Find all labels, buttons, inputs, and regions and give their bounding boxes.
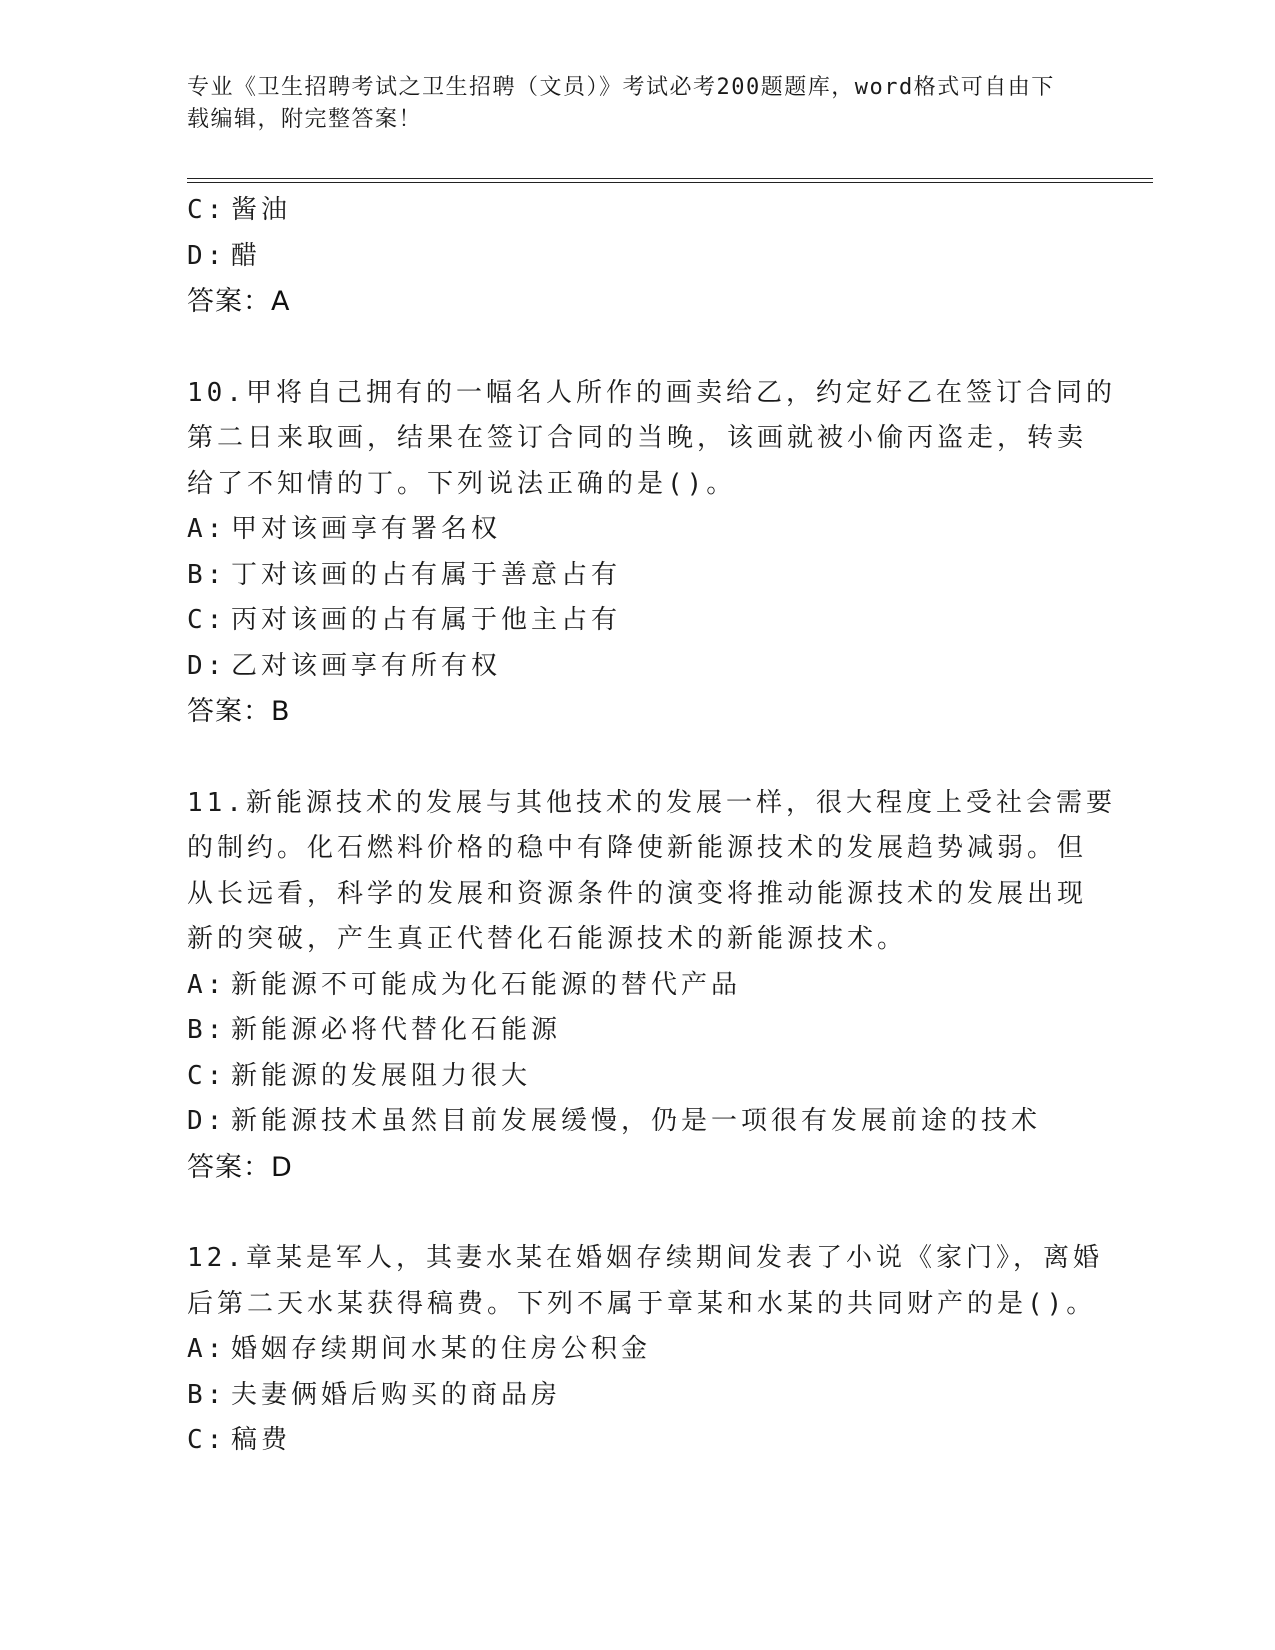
- option-key: C:: [187, 1060, 227, 1091]
- option-a: [187, 963, 1077, 1009]
- question-text-line: 给了不知情的丁。下列说法正确的是()。: [187, 468, 737, 499]
- option-text: 酱油: [231, 195, 292, 225]
- option-text: 稿费: [231, 1425, 292, 1455]
- document-header: 专业《卫生招聘考试之卫生招聘（文员）》考试必考200题题库，word格式可自由下载编辑，附完整答案！: [187, 75, 1055, 132]
- question-content: [187, 188, 1116, 1464]
- option-key: D:: [187, 650, 227, 681]
- option-c: [187, 1054, 1077, 1100]
- option-a: [187, 507, 1077, 553]
- option-text: 醋: [231, 240, 262, 271]
- option-key: A:: [187, 514, 227, 544]
- question-text-line: 11.新能源技术的发展与其他技术的发展一样，很大程度上受社会需要: [187, 787, 1116, 818]
- option-key: B:: [187, 559, 227, 590]
- option-key: B:: [187, 1379, 227, 1410]
- option-text: 丙对该画的占有属于他主占有: [231, 605, 622, 635]
- option-key: B:: [187, 1015, 227, 1045]
- option-key: D:: [187, 240, 227, 271]
- option-text: 新能源必将代替化石能源: [231, 1015, 562, 1045]
- option-text: 丁对该画的占有属于善意占有: [231, 559, 622, 590]
- option-d: [187, 234, 1077, 280]
- option-key: D:: [187, 1106, 227, 1136]
- option-text: 新能源技术虽然目前发展缓慢，仍是一项很有发展前途的技术: [231, 1106, 1042, 1136]
- answer-line: 答案：A: [187, 286, 291, 317]
- question-text-line: 从长远看，科学的发展和资源条件的演变将推动能源技术的发展出现: [187, 878, 1088, 909]
- option-d: [187, 1099, 1077, 1145]
- question-text-line: 的制约。化石燃料价格的稳中有降使新能源技术的发展趋势减弱。但: [187, 833, 1088, 863]
- option-d: [187, 644, 1077, 690]
- option-key: C:: [187, 605, 227, 635]
- question-text-line: 10.甲将自己拥有的一幅名人所作的画卖给乙，约定好乙在签订合同的: [187, 377, 1116, 408]
- question-text-line: 第二日来取画，结果在签订合同的当晚，该画就被小偷丙盗走，转卖: [187, 423, 1088, 453]
- option-c: [187, 188, 1077, 234]
- question-text-line: 后第二天水某获得稿费。下列不属于章某和水某的共同财产的是()。: [187, 1288, 1097, 1319]
- option-text: 乙对该画享有所有权: [231, 650, 502, 681]
- question-12: [187, 1236, 1103, 1464]
- header-rule-top: [187, 178, 1153, 179]
- question-text-line: 12.章某是军人，其妻水某在婚姻存续期间发表了小说《家门》，离婚: [187, 1243, 1103, 1273]
- option-b: [187, 553, 1077, 599]
- option-text: 婚姻存续期间水某的住房公积金: [231, 1334, 652, 1364]
- option-c: [187, 598, 1077, 644]
- option-b: [187, 1008, 1077, 1054]
- answer-line: 答案：D: [187, 1151, 293, 1183]
- spacer: [187, 1190, 1077, 1236]
- option-c: [187, 1418, 1077, 1464]
- option-text: 新能源的发展阻力很大: [231, 1060, 532, 1091]
- question-11: [187, 781, 1116, 1191]
- spacer: [187, 735, 1077, 781]
- option-a: [187, 1327, 1077, 1373]
- option-text: 新能源不可能成为化石能源的替代产品: [231, 969, 742, 1000]
- spacer: [187, 325, 1077, 371]
- option-text: 夫妻俩婚后购买的商品房: [231, 1379, 562, 1410]
- option-b: [187, 1373, 1077, 1419]
- option-key: C:: [187, 1425, 227, 1455]
- prev-question-tail: [187, 188, 1077, 325]
- question-10: [187, 371, 1116, 735]
- option-key: C:: [187, 195, 227, 225]
- option-key: A:: [187, 969, 227, 1000]
- answer-line: 答案：B: [187, 696, 291, 727]
- question-text-line: 新的突破，产生真正代替化石能源技术的新能源技术。: [187, 924, 908, 954]
- option-key: A:: [187, 1334, 227, 1364]
- header-rule-bottom: [187, 182, 1153, 183]
- option-text: 甲对该画享有署名权: [231, 514, 502, 544]
